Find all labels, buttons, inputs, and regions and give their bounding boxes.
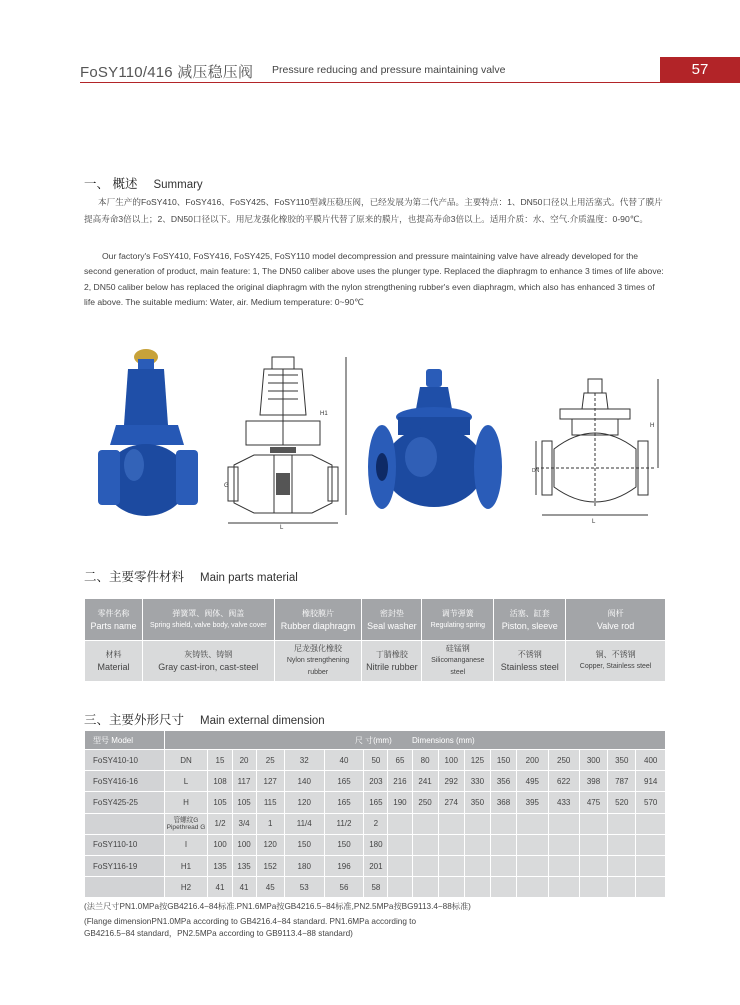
dimension-value-cell: 100 xyxy=(438,750,464,771)
dimension-value-cell xyxy=(388,813,412,834)
model-cell: FoSY425-25 xyxy=(85,792,165,813)
dimension-value-cell: 350 xyxy=(608,750,636,771)
dimension-value-cell xyxy=(579,877,607,898)
dimension-value-cell: 398 xyxy=(579,771,607,792)
dimension-value-cell: 105 xyxy=(208,792,232,813)
label-g: G xyxy=(224,483,229,489)
label-h1: H1 xyxy=(320,411,328,417)
dimension-value-cell: 140 xyxy=(284,771,324,792)
dimension-value-cell xyxy=(636,877,666,898)
dimension-value-cell: 165 xyxy=(364,792,388,813)
dimension-value-cell xyxy=(517,834,548,855)
valve-photo-flanged xyxy=(366,367,504,527)
dimension-value-cell: 41 xyxy=(232,877,256,898)
dimension-value-cell xyxy=(464,855,490,876)
dimension-value-cell: 25 xyxy=(256,750,284,771)
dimension-value-cell: 395 xyxy=(517,792,548,813)
param-label-cell: H xyxy=(164,792,208,813)
dimension-value-cell: 50 xyxy=(364,750,388,771)
parts-material-table xyxy=(84,598,666,682)
valve-photo-threaded xyxy=(94,345,214,530)
param-label-en: Pipethread G xyxy=(166,823,206,831)
dimension-value-cell: 105 xyxy=(232,792,256,813)
parts-heading xyxy=(84,567,298,585)
dimension-value-cell: 11/2 xyxy=(324,813,364,834)
dimension-value-cell xyxy=(412,813,438,834)
label-h: H xyxy=(650,423,655,429)
dimension-value-cell: 53 xyxy=(284,877,324,898)
dimension-value-cell: 120 xyxy=(284,792,324,813)
dimension-value-cell xyxy=(490,877,516,898)
dimension-value-cell xyxy=(438,877,464,898)
dimension-value-cell xyxy=(548,877,579,898)
model-cell: FoSY116-19 xyxy=(85,855,165,876)
flange-notes xyxy=(84,901,666,941)
parts-cell: 调节弹簧 Regulating spring xyxy=(422,599,494,641)
summary-heading xyxy=(84,174,203,192)
dimension-value-cell: 368 xyxy=(490,792,516,813)
dimension-value-cell: 100 xyxy=(232,834,256,855)
dimension-value-cell: 2 xyxy=(364,813,388,834)
dimension-value-cell: 56 xyxy=(324,877,364,898)
parts-title-en: Main parts material xyxy=(200,572,298,584)
dimension-value-cell xyxy=(412,877,438,898)
summary-text-cn: 本厂生产的FoSY410、FoSY416、FoSY425、FoSY110型减压稳压阀，已经发展为第二代产品。主要特点：1、DN50口径以上用活塞式。代替了膜片提高寿命3倍以上；2、DN50口径以下。用尼龙强化橡胶的平膜片代替了原来的膜片，也提高寿命3倍以上。适用介质：水、空气.介质温度：0-90℃。 xyxy=(84,197,663,224)
page-number: 57 xyxy=(660,57,740,83)
dimension-value-cell xyxy=(490,834,516,855)
summary-title-cn: 一、 概述 xyxy=(84,177,138,191)
parts-cell: 阀杆 Valve rod xyxy=(566,599,666,641)
dimensions-row xyxy=(85,813,666,834)
param-label-cell: DN xyxy=(164,750,208,771)
dimension-value-cell xyxy=(438,834,464,855)
parts-cell: 尼龙强化橡胶 Nylon strengthening rubber xyxy=(274,641,362,682)
dimension-value-cell: 41 xyxy=(208,877,232,898)
dimension-value-cell xyxy=(388,834,412,855)
dimension-value-cell: 200 xyxy=(517,750,548,771)
parts-cell: 弹簧罩、阀体、阀盖 Spring shield, valve body, valve cover xyxy=(142,599,274,641)
flanged-valve-drawing xyxy=(532,377,664,527)
dimension-value-cell: 115 xyxy=(256,792,284,813)
param-label-cell xyxy=(164,813,208,834)
parts-cell: 硅锰钢 Silicomanganese steel xyxy=(422,641,494,682)
note-en-2: GB4216.5−84 standard，PN2.5MPa according to GB9113.4−88 standard) xyxy=(84,929,353,939)
dimension-value-cell: 201 xyxy=(364,855,388,876)
product-figures xyxy=(84,345,666,535)
dimension-value-cell: 300 xyxy=(579,750,607,771)
dimension-value-cell xyxy=(608,855,636,876)
dimension-value-cell: 125 xyxy=(464,750,490,771)
dimension-value-cell: 622 xyxy=(548,771,579,792)
parts-cell: 零件名称 Parts name xyxy=(85,599,143,641)
dimension-value-cell: 120 xyxy=(256,834,284,855)
dimension-value-cell: 250 xyxy=(412,792,438,813)
dimension-value-cell: 135 xyxy=(232,855,256,876)
param-label-cell: I xyxy=(164,834,208,855)
dimension-value-cell: 127 xyxy=(256,771,284,792)
dimension-value-cell xyxy=(548,813,579,834)
dimension-value-cell: 274 xyxy=(438,792,464,813)
dimension-value-cell xyxy=(579,834,607,855)
dimension-value-cell xyxy=(608,877,636,898)
summary-text-en: Our factory's FoSY410, FoSY416, FoSY425, FoSY110 model decompression and pressure maintaining valve have already developed for the second generation of product, main feature: 1, The DN50 caliber above uses the plunger type. Replaced the diaphragm to enhance 3 times of life above: 2, DN50 caliber below has replaced the original diaphragm with the nylon strengthening rubber's even diaphragm, which also has enhanced 3 times of life above. The suitable medium: Water, air. Medium temperature: 0~90℃ xyxy=(84,251,664,308)
dimension-value-cell: 1/2 xyxy=(208,813,232,834)
dimension-value-cell: 495 xyxy=(517,771,548,792)
label-l: L xyxy=(280,525,284,530)
label-l-flanged: L xyxy=(592,519,596,525)
dimension-value-cell: 150 xyxy=(490,750,516,771)
dimension-value-cell: 787 xyxy=(608,771,636,792)
dimension-value-cell: 58 xyxy=(364,877,388,898)
model-header: 型号 Model xyxy=(85,731,165,750)
dimension-value-cell xyxy=(388,877,412,898)
dimension-value-cell: 45 xyxy=(256,877,284,898)
dimension-value-cell xyxy=(517,813,548,834)
parts-cell: 密封垫 Seal washer xyxy=(362,599,422,641)
dimensions-heading xyxy=(84,710,325,728)
parts-cell: 活塞、缸套 Piston, sleeve xyxy=(494,599,566,641)
summary-title-en: Summary xyxy=(153,179,203,191)
dimension-value-cell xyxy=(608,834,636,855)
dimension-value-cell xyxy=(438,855,464,876)
dimensions-header-row xyxy=(85,731,666,750)
dimension-value-cell: 350 xyxy=(464,792,490,813)
parts-cell: 材料 Material xyxy=(85,641,143,682)
size-header-cn: 尺 寸(mm) xyxy=(354,735,392,745)
threaded-valve-drawing xyxy=(224,355,349,530)
parts-cell: 不锈钢 Stainless steel xyxy=(494,641,566,682)
dimension-value-cell: 3/4 xyxy=(232,813,256,834)
dimension-value-cell: 32 xyxy=(284,750,324,771)
dimension-value-cell: 400 xyxy=(636,750,666,771)
dimension-value-cell xyxy=(412,855,438,876)
size-header-en: Dimensions (mm) xyxy=(411,735,475,745)
dimension-value-cell xyxy=(464,877,490,898)
parts-material-row xyxy=(85,641,666,682)
parts-cell: 灰铸铁、铸钢 Gray cast-iron, cast-steel xyxy=(142,641,274,682)
dimension-value-cell: 150 xyxy=(324,834,364,855)
header-divider xyxy=(80,82,660,83)
dimensions-row xyxy=(85,792,666,813)
header-subtitle: Pressure reducing and pressure maintaining valve xyxy=(272,64,506,76)
dimension-value-cell xyxy=(579,813,607,834)
dimension-value-cell xyxy=(490,813,516,834)
size-header xyxy=(164,731,665,750)
dimension-value-cell: 80 xyxy=(412,750,438,771)
dimension-value-cell: 250 xyxy=(548,750,579,771)
dimension-value-cell: 20 xyxy=(232,750,256,771)
dimension-value-cell xyxy=(636,813,666,834)
dimension-value-cell: 40 xyxy=(324,750,364,771)
dimensions-row xyxy=(85,771,666,792)
dimension-value-cell xyxy=(548,834,579,855)
model-cell xyxy=(85,877,165,898)
dimension-value-cell: 150 xyxy=(284,834,324,855)
dimension-value-cell xyxy=(464,834,490,855)
dimension-value-cell xyxy=(490,855,516,876)
dimension-value-cell: 203 xyxy=(364,771,388,792)
dimension-value-cell xyxy=(412,834,438,855)
dimension-value-cell: 180 xyxy=(284,855,324,876)
dimension-value-cell xyxy=(388,855,412,876)
dimension-value-cell: 65 xyxy=(388,750,412,771)
dimension-value-cell: 356 xyxy=(490,771,516,792)
model-cell: FoSY110-10 xyxy=(85,834,165,855)
dimensions-row xyxy=(85,750,666,771)
dimension-value-cell xyxy=(517,877,548,898)
dimension-value-cell: 152 xyxy=(256,855,284,876)
parts-cell: 铜、不锈钢 Copper, Stainless steel xyxy=(566,641,666,682)
param-label-cell: L xyxy=(164,771,208,792)
param-label-cell: H2 xyxy=(164,877,208,898)
dimension-value-cell: 520 xyxy=(608,792,636,813)
model-cell: FoSY410-10 xyxy=(85,750,165,771)
header-title: FoSY110/416 减压稳压阀 xyxy=(80,64,254,81)
dimension-value-cell xyxy=(548,855,579,876)
dimension-value-cell: 196 xyxy=(324,855,364,876)
dimensions-row xyxy=(85,834,666,855)
param-label-cn: 管螺纹G xyxy=(173,816,199,824)
dimension-value-cell xyxy=(438,813,464,834)
dimension-value-cell: 433 xyxy=(548,792,579,813)
dimensions-row xyxy=(85,877,666,898)
parts-cell: 橡胶膜片 Rubber diaphragm xyxy=(274,599,362,641)
model-cell: FoSY416-16 xyxy=(85,771,165,792)
dimension-value-cell xyxy=(636,855,666,876)
dimension-value-cell xyxy=(579,855,607,876)
dimension-value-cell: 570 xyxy=(636,792,666,813)
param-label-cell: H1 xyxy=(164,855,208,876)
dimensions-row xyxy=(85,855,666,876)
dimension-value-cell: 108 xyxy=(208,771,232,792)
dimension-value-cell xyxy=(608,813,636,834)
dimension-value-cell: 216 xyxy=(388,771,412,792)
dimension-value-cell: 117 xyxy=(232,771,256,792)
dimension-value-cell xyxy=(464,813,490,834)
dimension-value-cell: 330 xyxy=(464,771,490,792)
dimensions-title-en: Main external dimension xyxy=(200,715,325,727)
page-header xyxy=(0,57,740,83)
dimension-value-cell: 135 xyxy=(208,855,232,876)
dimension-value-cell: 100 xyxy=(208,834,232,855)
dimension-value-cell: 190 xyxy=(388,792,412,813)
dimension-value-cell: 180 xyxy=(364,834,388,855)
dimension-value-cell: 241 xyxy=(412,771,438,792)
label-dn: DN xyxy=(532,468,540,474)
dimension-value-cell: 165 xyxy=(324,771,364,792)
dimension-value-cell: 165 xyxy=(324,792,364,813)
parts-header-row xyxy=(85,599,666,641)
dimension-value-cell: 1 xyxy=(256,813,284,834)
dimension-value-cell: 292 xyxy=(438,771,464,792)
parts-title-cn: 二、主要零件材料 xyxy=(84,570,185,584)
dimension-value-cell: 914 xyxy=(636,771,666,792)
dimension-value-cell xyxy=(636,834,666,855)
note-cn: (法兰尺寸PN1.0MPa按GB4216.4−84标准.PN1.6MPa按GB4216.5−84标准,PN2.5MPa按BG9113.4−88标准) xyxy=(84,902,471,911)
parts-cell: 丁腈橡胶 Nitrile rubber xyxy=(362,641,422,682)
dimension-value-cell: 475 xyxy=(579,792,607,813)
note-en-1: (Flange dimensionPN1.0MPa according to GB4216.4−84 standard. PN1.6MPa according to xyxy=(84,916,417,926)
dimension-value-cell xyxy=(517,855,548,876)
dimensions-table xyxy=(84,730,666,898)
model-cell xyxy=(85,813,165,834)
dimension-value-cell: 15 xyxy=(208,750,232,771)
dimensions-title-cn: 三、主要外形尺寸 xyxy=(84,713,185,727)
dimension-value-cell: 11/4 xyxy=(284,813,324,834)
